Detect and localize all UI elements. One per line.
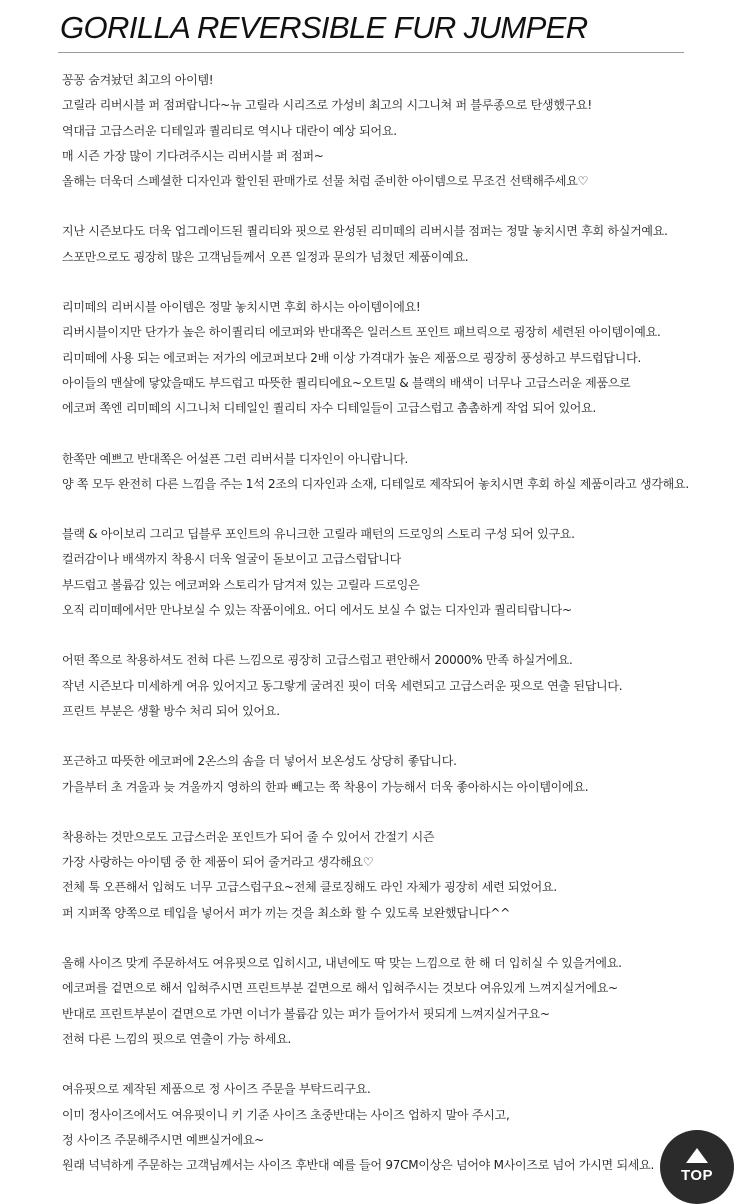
description-paragraph <box>62 295 702 421</box>
description-paragraph <box>62 951 702 1052</box>
description-line: 이미 정사이즈에서도 여유핏이니 키 기준 사이즈 초중반대는 사이즈 업하지 말아 주시고, <box>62 1107 510 1122</box>
arrow-up-icon <box>686 1148 708 1163</box>
description-line: 여유핏으로 제작된 제품으로 정 사이즈 주문을 부탁드리구요. <box>62 1082 371 1097</box>
description-line: 반대로 프린트부분이 겉면으로 가면 이너가 볼륨감 있는 퍼가 들어가서 핏되게 느껴지실거구요~ <box>62 1006 550 1021</box>
description-line: 프린트 부분은 생활 방수 처리 되어 있어요. <box>62 703 280 718</box>
description-line: 블랙 & 아이보리 그리고 딥블루 포인트의 유니크한 고릴라 패턴의 드로잉의 스토리 구성 되어 있구요. <box>62 527 575 542</box>
description-line: 리버시블이지만 단가가 높은 하이퀄리티 에코퍼와 반대쪽은 일러스트 포인트 패브릭으로 굉장히 세련된 아이템이예요. <box>62 325 661 340</box>
description-line: 컬러감이나 배색까지 착용시 더욱 얼굴이 돋보이고 고급스럽답니다 <box>62 552 401 567</box>
description-line: 에코퍼 쪽엔 리미떼의 시그니처 디테일인 퀄리티 자수 디테일들이 고급스럽고 촘촘하게 작업 되어 있어요. <box>62 401 597 416</box>
description-paragraph <box>62 648 702 724</box>
description-line: 꽁꽁 숨겨놨던 최고의 아이템! <box>62 73 214 87</box>
description-line: 한쪽만 예쁘고 반대쪽은 어설픈 그런 리버서블 디자인이 아니랍니다. <box>62 451 409 466</box>
description-paragraph <box>62 749 702 800</box>
description-line: 퍼 지퍼쪽 양쪽으로 테입을 넣어서 퍼가 끼는 것을 최소화 할 수 있도록 보완했답니다^^ <box>62 905 511 920</box>
description-paragraph <box>62 522 702 623</box>
description-line: 전혀 다른 느낌의 핏으로 연출이 가능 하세요. <box>62 1031 292 1046</box>
description-line: 원래 넉넉하게 주문하는 고객님께서는 사이즈 후반대 예를 들어 97CM이상은 넘어야 M사이즈로 넘어 가시면 되세요. <box>62 1158 655 1173</box>
description-paragraph <box>62 447 702 498</box>
product-description <box>62 68 702 1203</box>
description-line: 리미떼의 리버시블 아이템은 정말 놓치시면 후회 하시는 아이템이에요! <box>62 300 421 315</box>
description-line: 포근하고 따뜻한 에코퍼에 2온스의 솜을 더 넣어서 보온성도 상당히 좋답니다. <box>62 754 457 769</box>
description-line: 작년 시즌보다 미세하게 여유 있어지고 동그랗게 굴려진 핏이 더욱 세련되고 고급스러운 핏으로 연출 된답니다. <box>62 678 623 693</box>
page-title: GORILLA REVERSIBLE FUR JUMPER <box>60 10 588 45</box>
description-line: 올해는 더욱더 스페셜한 디자인과 할인된 판매가로 선물 처럼 준비한 아이템으로 무조건 선택해주세요♡ <box>62 174 589 189</box>
description-line: 착용하는 것만으로도 고급스러운 포인트가 되어 줄 수 있어서 간절기 시즌 <box>62 829 435 844</box>
description-line: 매 시즌 가장 많이 기다려주시는 리버시블 퍼 점퍼~ <box>62 148 324 163</box>
description-line: 가장 사랑하는 아이템 중 한 제품이 되어 줄거라고 생각해요♡ <box>62 855 374 870</box>
description-line: 올해 사이즈 맞게 주문하셔도 여유핏으로 입히시고, 내년에도 딱 맞는 느낌으로 한 해 더 입히실 수 있을거에요. <box>62 956 622 971</box>
description-line: 역대급 고급스러운 디테일과 퀄리티로 역시나 대란이 예상 되어요. <box>62 123 397 138</box>
description-line: 정 사이즈 주문해주시면 예쁘실거에요~ <box>62 1132 264 1147</box>
description-paragraph <box>62 219 702 270</box>
description-line: 오직 리미떼에서만 만나보실 수 있는 작품이에요. 어디 에서도 보실 수 없는 디자인과 퀄리티랍니다~ <box>62 603 572 618</box>
description-line: 에코퍼를 겉면으로 해서 입혀주시면 프린트부분 겉면으로 해서 입혀주시는 것보다 여유있게 느껴지실거에요~ <box>62 981 618 996</box>
description-line: 전체 툭 오픈해서 입혀도 너무 고급스럽구요~전체 클로징해도 라인 자체가 굉장히 세련 되었어요. <box>62 880 557 895</box>
description-line: 아이들의 맨살에 닿았을때도 부드럽고 따뜻한 퀄리티에요~오트밀 & 블랙의 배색이 너무나 고급스러운 제품으로 <box>62 375 631 390</box>
top-button-label: TOP <box>680 1167 714 1184</box>
description-line: 고릴라 리버시블 퍼 점퍼랍니다~뉴 고릴라 시리즈로 가성비 최고의 시그니쳐 퍼 블루종으로 탄생했구요! <box>62 98 592 113</box>
description-line: 지난 시즌보다도 더욱 업그레이드된 퀄리티와 핏으로 완성된 리미떼의 리버시블 점퍼는 정말 놓치시면 후회 하실거예요. <box>62 224 668 239</box>
title-divider <box>58 52 684 53</box>
description-line: 양 쪽 모두 완전히 다른 느낌을 주는 1석 2조의 디자인과 소재, 디테일로 제작되어 놓치시면 후회 하실 제품이라고 생각해요. <box>62 476 689 491</box>
description-paragraph <box>62 68 702 194</box>
description-line: 가을부터 초 겨울과 늦 겨울까지 영하의 한파 빼고는 쭉 착용이 가능해서 더욱 좋아하시는 아이템이에요. <box>62 779 589 794</box>
description-line: 스포만으로도 굉장히 많은 고객님들께서 오픈 일정과 문의가 넘쳤던 제품이예요. <box>62 249 469 264</box>
scroll-to-top-button[interactable] <box>660 1130 734 1204</box>
description-line: 리미떼에 사용 되는 에코퍼는 저가의 에코퍼보다 2배 이상 가격대가 높은 제품으로 굉장히 풍성하고 부드럽답니다. <box>62 350 642 365</box>
description-paragraph <box>62 825 702 926</box>
description-line: 부드럽고 볼륨감 있는 에코퍼와 스토리가 담겨져 있는 고릴라 드로잉은 <box>62 577 420 592</box>
description-paragraph <box>62 1077 702 1178</box>
description-line: 어떤 쪽으로 착용하셔도 전혀 다른 느낌으로 굉장히 고급스럽고 편안해서 20000% 만족 하실거에요. <box>62 653 573 668</box>
